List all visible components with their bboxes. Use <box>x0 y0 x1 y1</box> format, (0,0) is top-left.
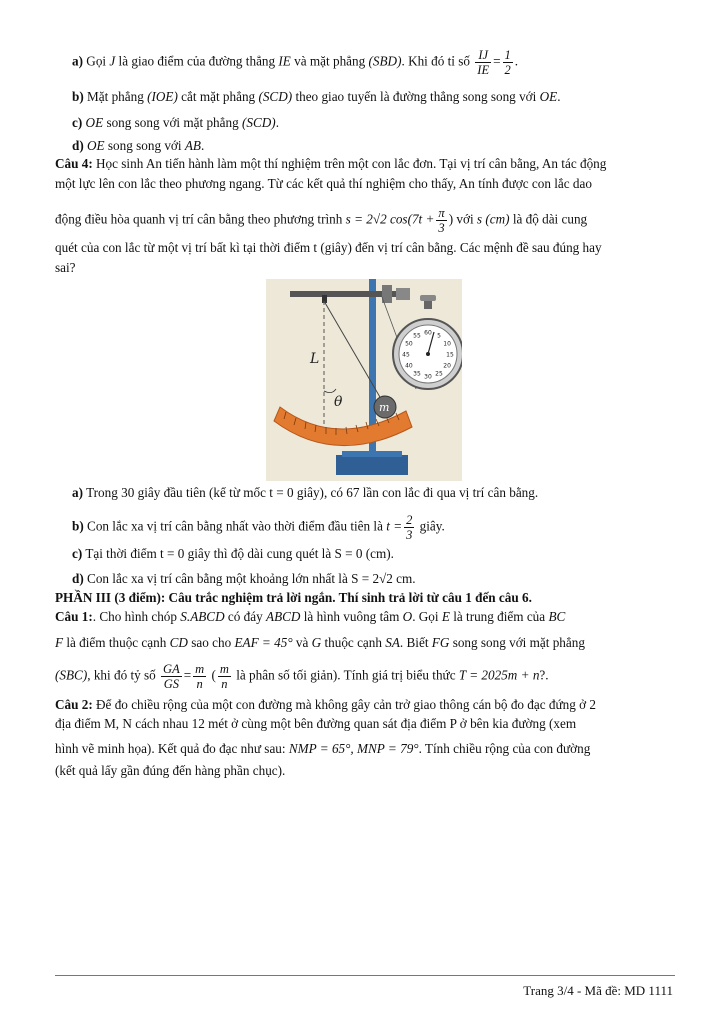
pendulum-figure <box>266 279 462 481</box>
q4-line-2: một lực lên con lắc theo phương ngang. Từ các kết quả thí nghiệm cho thấy, An tính được con lắc dao <box>55 176 592 191</box>
dial-number: 55 <box>413 332 421 340</box>
q4-item-d: d) Con lắc xa vị trí cân bằng một khoảng lớn nhất là S = 2√2 cm. <box>72 571 416 586</box>
length-label: L <box>310 351 320 367</box>
q3-item-b: b) Mặt phẳng (IOE) cắt mặt phẳng (SCD) theo giao tuyến là đường thẳng song song với OE. <box>72 89 561 104</box>
arm-knob <box>396 288 410 300</box>
dial-number: 50 <box>405 340 413 348</box>
q4-item-a: a) Trong 30 giây đầu tiên (kể từ mốc t = 0 giây), có 67 lần con lắc đi qua vị trí cân bằng. <box>72 485 539 500</box>
dial-number: 10 <box>443 340 451 348</box>
bob-label: m <box>379 401 390 414</box>
q4-line-5: sai? <box>55 260 76 275</box>
part3-title: PHẦN III (3 điểm): Câu trắc nghiệm trả lời ngắn. Thí sinh trả lời từ câu 1 đến câu 6. <box>55 590 532 605</box>
dial-number: 15 <box>446 351 454 359</box>
q4-item-b: b) Con lắc xa vị trí cân bằng nhất vào thời điểm đầu tiên là t = $\frac{2}{3}$ giây. <box>72 513 445 542</box>
p3q2-line-1: Câu 2: Để đo chiều rộng của một con đường mà không gây cản trở giao thông cán bộ đo đạc đứng ở 2 <box>55 697 596 712</box>
q4-item-c: c) Tại thời điểm t = 0 giây thì độ dài cung quét là S = 0 (cm). <box>72 546 394 561</box>
q4-line-1: Câu 4: Học sinh An tiến hành làm một thí nghiệm trên một con lắc đơn. Tại vị trí cân bằng, An tác động <box>55 156 607 171</box>
dial-number: 20 <box>443 362 451 370</box>
q3-item-c: c) OE song song với mặt phẳng (SCD). <box>72 115 279 130</box>
stand-base <box>336 455 408 475</box>
stopwatch-crown <box>424 301 432 309</box>
p3q1-line-1: Câu 1:. Cho hình chóp S.ABCD có đáy ABCD là hình vuông tâm O. Gọi E là trung điểm của BC <box>55 609 566 624</box>
p3q1-line-3: (SBC), khi đó tỷ số $\frac{GA}{GS}$ = $\frac{m}{n}$ ( $\frac{m}{n}$ là phân số tối giản). Tính giá trị biểu thức T = 2025m + n?. <box>55 662 549 691</box>
dial-number: 45 <box>402 351 410 359</box>
q3-item-a: a) Gọi J là giao điểm của đường thẳng IE và mặt phẳng (SBD). Khi đó tỉ số $\frac{IJ}{IE}$ = $\frac{1}{2}$ . <box>72 48 519 77</box>
q4-line-3: động điều hòa quanh vị trí cân bằng theo phương trình s = 2√2 cos(7t + $\frac{\pi}{3}$ ) với s (cm) là độ dài cung <box>55 206 588 235</box>
p3q2-line-2: địa điểm M, N cách nhau 12 mét ở cùng một bên đường quan sát địa điểm P ở bên kia đường (xem <box>55 716 577 731</box>
dial-number: 25 <box>435 370 443 378</box>
p3q2-line-3: hình vẽ minh họa). Kết quả đo đạc như sau: NMP = 65°, MNP = 79°. Tính chiều rộng của con đường <box>55 741 591 756</box>
dial-number: 30 <box>424 373 432 381</box>
stopwatch-button <box>420 295 436 301</box>
p3q2-line-4: (kết quả lấy gần đúng đến hàng phần chục). <box>55 763 286 778</box>
angle-label: θ <box>334 394 343 410</box>
dial-number: 5 <box>437 332 441 340</box>
footer-divider <box>55 975 675 976</box>
dial-number: 60 <box>424 329 432 337</box>
dial-number: 40 <box>405 362 413 370</box>
p3q1-line-2: F là điểm thuộc cạnh CD sao cho EAF = 45° và G thuộc cạnh SA. Biết FG song song với mặt phẳng <box>55 635 585 650</box>
page-footer: Trang 3/4 - Mã đề: MD 1111 <box>523 983 673 998</box>
q4-line-4: quét của con lắc từ một vị trí bất kì tại thời điểm t (giây) đến vị trí cân bằng. Các mệnh đề sau đúng hay <box>55 240 602 255</box>
stopwatch-center <box>426 352 430 356</box>
dial-number: 35 <box>413 370 421 378</box>
q3-item-d: d) OE song song với AB. <box>72 138 205 153</box>
